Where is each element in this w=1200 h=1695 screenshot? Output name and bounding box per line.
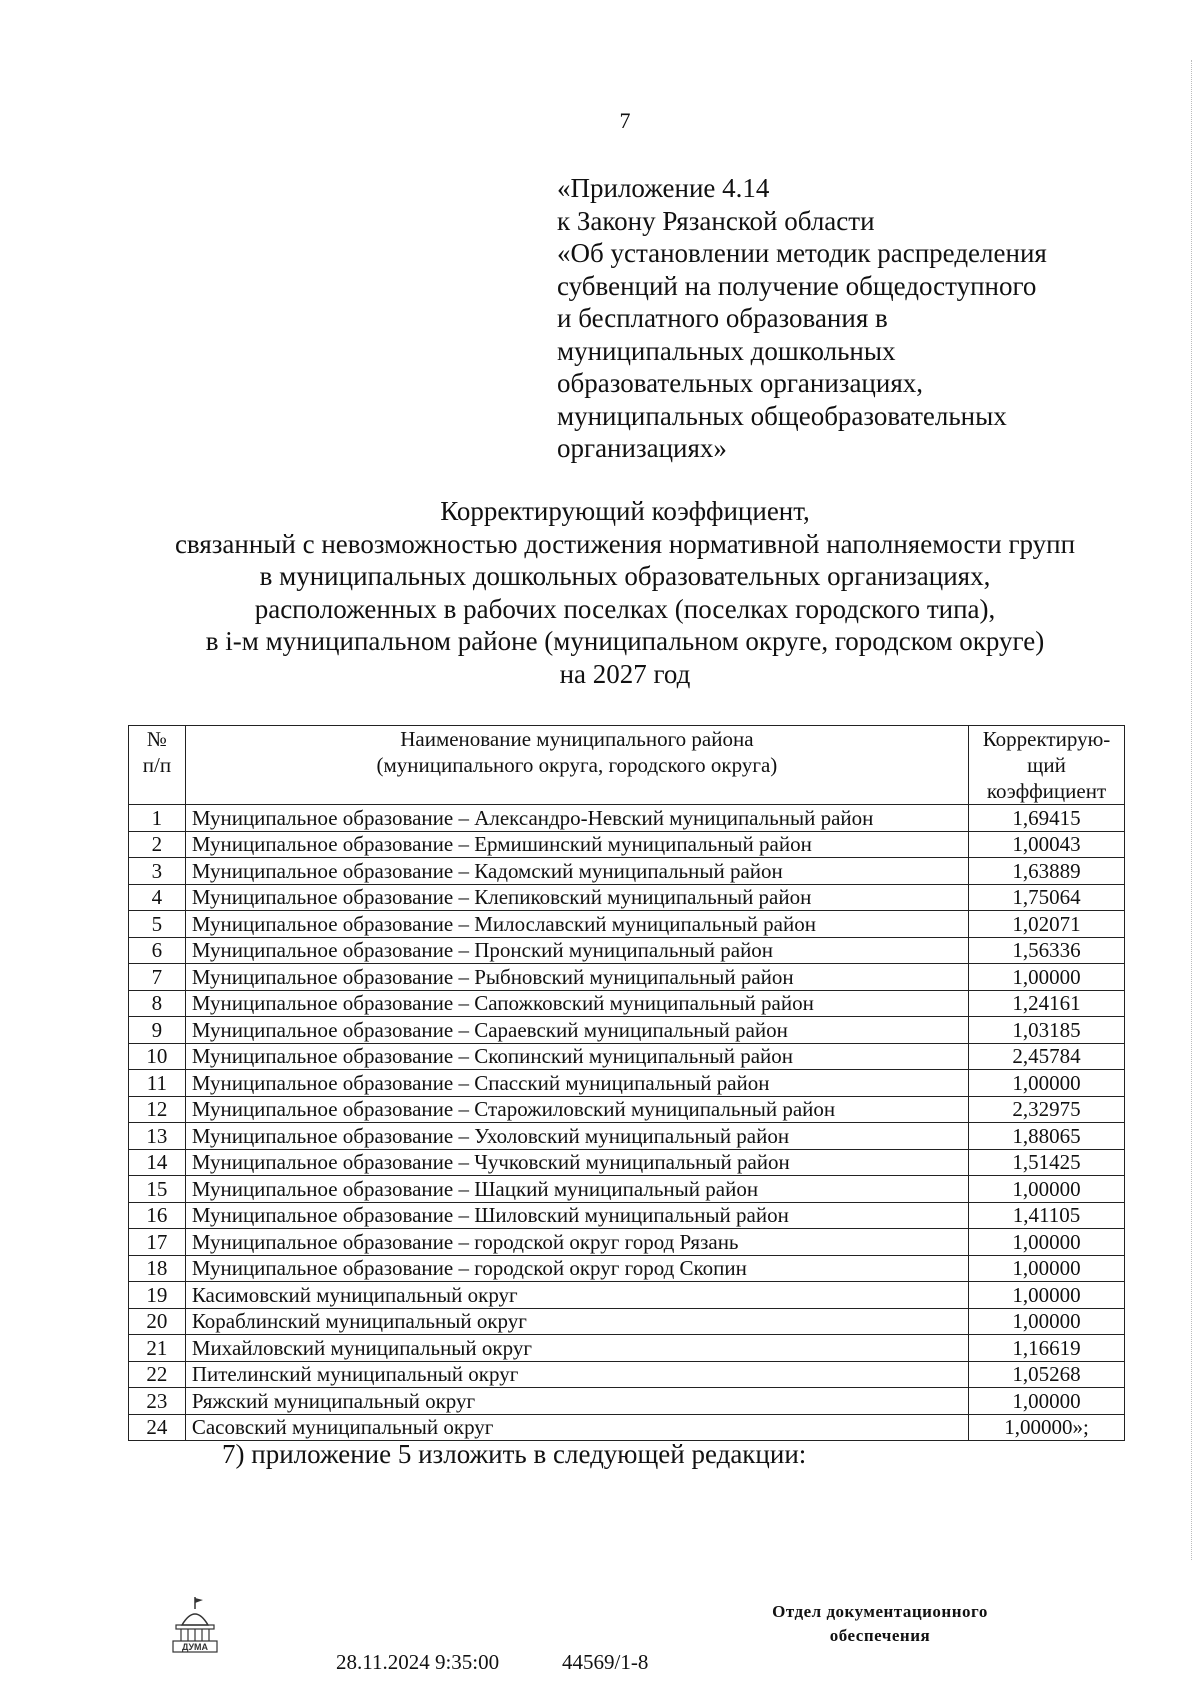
header-number-line: № bbox=[146, 727, 167, 751]
appendix-line: «Об установлении методик распределения bbox=[557, 238, 1047, 268]
row-name: Михайловский муниципальный округ bbox=[185, 1335, 968, 1362]
row-coefficient: 1,63889 bbox=[968, 858, 1124, 885]
row-coefficient: 2,32975 bbox=[968, 1096, 1124, 1123]
row-name: Муниципальное образование – городской округ город Скопин bbox=[185, 1255, 968, 1282]
table-row bbox=[129, 858, 1125, 885]
row-name: Муниципальное образование – Ермишинский муниципальный район bbox=[185, 831, 968, 858]
row-coefficient: 1,56336 bbox=[968, 937, 1124, 964]
registration-number: 44569/1-8 bbox=[562, 1650, 649, 1674]
department-stamp bbox=[735, 1600, 1025, 1648]
row-coefficient: 1,00000 bbox=[968, 1388, 1124, 1415]
row-coefficient: 1,00000 bbox=[968, 1070, 1124, 1097]
row-name: Муниципальное образование – Чучковский муниципальный район bbox=[185, 1149, 968, 1176]
row-number: 5 bbox=[129, 911, 186, 938]
header-number bbox=[129, 726, 186, 805]
row-name: Муниципальное образование – городской округ город Рязань bbox=[185, 1229, 968, 1256]
row-coefficient: 1,00000 bbox=[968, 1308, 1124, 1335]
header-name-line: (муниципального округа, городского округа) bbox=[376, 753, 778, 777]
appendix-line: организациях» bbox=[557, 433, 727, 463]
row-coefficient: 1,00043 bbox=[968, 831, 1124, 858]
title-line: расположенных в рабочих поселках (поселках городского типа), bbox=[254, 593, 996, 624]
table-row bbox=[129, 1335, 1125, 1362]
table-row bbox=[129, 1255, 1125, 1282]
row-number: 9 bbox=[129, 1017, 186, 1044]
row-name: Кораблинский муниципальный округ bbox=[185, 1308, 968, 1335]
row-coefficient: 1,24161 bbox=[968, 990, 1124, 1017]
table-row bbox=[129, 1202, 1125, 1229]
table-row bbox=[129, 1017, 1125, 1044]
row-number: 11 bbox=[129, 1070, 186, 1097]
row-number: 18 bbox=[129, 1255, 186, 1282]
row-name: Муниципальное образование – Спасский муниципальный район bbox=[185, 1070, 968, 1097]
row-name: Муниципальное образование – Кадомский муниципальный район bbox=[185, 858, 968, 885]
header-name bbox=[185, 726, 968, 805]
department-line: обеспечения bbox=[829, 1626, 931, 1645]
table-row bbox=[129, 1176, 1125, 1203]
row-name: Муниципальное образование – Клепиковский муниципальный район bbox=[185, 884, 968, 911]
table-row bbox=[129, 1043, 1125, 1070]
row-name: Муниципальное образование – Рыбновский муниципальный район bbox=[185, 964, 968, 991]
row-name: Ряжский муниципальный округ bbox=[185, 1388, 968, 1415]
row-name: Муниципальное образование – Александро-Невский муниципальный район bbox=[185, 805, 968, 832]
amendment-instruction: 7) приложение 5 изложить в следующей редакции: bbox=[222, 1439, 807, 1469]
header-coefficient bbox=[968, 726, 1124, 805]
row-number: 16 bbox=[129, 1202, 186, 1229]
appendix-line: муниципальных общеобразовательных bbox=[557, 400, 1007, 431]
table-row bbox=[129, 1388, 1125, 1415]
appendix-line: субвенций на получение общедоступного bbox=[557, 270, 1037, 301]
table-row bbox=[129, 1229, 1125, 1256]
row-number: 22 bbox=[129, 1361, 186, 1388]
title-line: связанный с невозможностью достижения нормативной наполняемости групп bbox=[174, 528, 1076, 559]
row-name: Муниципальное образование – Скопинский муниципальный район bbox=[185, 1043, 968, 1070]
row-coefficient: 1,75064 bbox=[968, 884, 1124, 911]
row-name: Муниципальное образование – Шацкий муниципальный район bbox=[185, 1176, 968, 1203]
appendix-line: и бесплатного образования в bbox=[557, 303, 888, 333]
row-name: Пителинский муниципальный округ bbox=[185, 1361, 968, 1388]
row-coefficient: 1,41105 bbox=[968, 1202, 1124, 1229]
row-number: 20 bbox=[129, 1308, 186, 1335]
row-coefficient: 1,00000 bbox=[968, 1229, 1124, 1256]
row-name: Муниципальное образование – Сараевский муниципальный район bbox=[185, 1017, 968, 1044]
row-coefficient: 1,05268 bbox=[968, 1361, 1124, 1388]
appendix-line: образовательных организациях, bbox=[557, 368, 923, 398]
document-title bbox=[120, 495, 1130, 690]
department-line: Отдел документационного bbox=[772, 1602, 988, 1621]
table-row bbox=[129, 1361, 1125, 1388]
row-name: Касимовский муниципальный округ bbox=[185, 1282, 968, 1309]
row-number: 2 bbox=[129, 831, 186, 858]
table-body bbox=[129, 805, 1125, 1441]
row-coefficient: 1,16619 bbox=[968, 1335, 1124, 1362]
row-coefficient: 1,00000 bbox=[968, 1282, 1124, 1309]
row-coefficient: 1,00000»; bbox=[968, 1414, 1124, 1441]
row-name: Муниципальное образование – Пронский муниципальный район bbox=[185, 937, 968, 964]
row-coefficient: 2,45784 bbox=[968, 1043, 1124, 1070]
row-name: Муниципальное образование – Шиловский муниципальный район bbox=[185, 1202, 968, 1229]
row-number: 12 bbox=[129, 1096, 186, 1123]
row-number: 7 bbox=[129, 964, 186, 991]
table-row bbox=[129, 1308, 1125, 1335]
row-number: 4 bbox=[129, 884, 186, 911]
title-line: на 2027 год bbox=[559, 658, 691, 689]
row-number: 13 bbox=[129, 1123, 186, 1150]
row-number: 21 bbox=[129, 1335, 186, 1362]
header-coefficient-line: коэффициент bbox=[986, 779, 1107, 803]
table-header-row bbox=[129, 726, 1125, 805]
row-coefficient: 1,00000 bbox=[968, 1176, 1124, 1203]
row-coefficient: 1,00000 bbox=[968, 964, 1124, 991]
table-row bbox=[129, 990, 1125, 1017]
duma-emblem-icon bbox=[168, 1595, 222, 1655]
emblem-label: ДУМА bbox=[181, 1642, 209, 1652]
coefficient-table bbox=[128, 725, 1125, 1441]
appendix-reference bbox=[557, 172, 1117, 465]
appendix-line: «Приложение 4.14 bbox=[557, 173, 770, 203]
row-name: Сасовский муниципальный округ bbox=[185, 1414, 968, 1441]
row-number: 10 bbox=[129, 1043, 186, 1070]
table-row bbox=[129, 805, 1125, 832]
registration-date: 28.11.2024 9:35:00 bbox=[336, 1650, 500, 1674]
table-row bbox=[129, 1282, 1125, 1309]
table-row bbox=[129, 911, 1125, 938]
row-number: 23 bbox=[129, 1388, 186, 1415]
row-number: 15 bbox=[129, 1176, 186, 1203]
table-row bbox=[129, 1123, 1125, 1150]
header-number-line: п/п bbox=[142, 753, 172, 777]
header-coefficient-line: Корректирую- bbox=[982, 727, 1111, 751]
row-coefficient: 1,88065 bbox=[968, 1123, 1124, 1150]
table-row bbox=[129, 1070, 1125, 1097]
row-coefficient: 1,00000 bbox=[968, 1255, 1124, 1282]
table-row bbox=[129, 1414, 1125, 1441]
table-row bbox=[129, 1096, 1125, 1123]
row-coefficient: 1,03185 bbox=[968, 1017, 1124, 1044]
row-coefficient: 1,69415 bbox=[968, 805, 1124, 832]
table-row bbox=[129, 937, 1125, 964]
title-line: Корректирующий коэффициент, bbox=[440, 496, 810, 526]
row-name: Муниципальное образование – Милославский муниципальный район bbox=[185, 911, 968, 938]
row-number: 17 bbox=[129, 1229, 186, 1256]
table-row bbox=[129, 831, 1125, 858]
title-line: в i-м муниципальном районе (муниципальном округе, городском округе) bbox=[205, 626, 1045, 656]
page-number: 7 bbox=[619, 108, 631, 133]
row-number: 24 bbox=[129, 1414, 186, 1441]
row-name: Муниципальное образование – Ухоловский муниципальный район bbox=[185, 1123, 968, 1150]
table-row bbox=[129, 1149, 1125, 1176]
title-line: в муниципальных дошкольных образовательных организациях, bbox=[259, 561, 991, 591]
row-name: Муниципальное образование – Старожиловский муниципальный район bbox=[185, 1096, 968, 1123]
table-row bbox=[129, 884, 1125, 911]
header-name-line: Наименование муниципального района bbox=[400, 727, 754, 751]
row-coefficient: 1,51425 bbox=[968, 1149, 1124, 1176]
table-row bbox=[129, 964, 1125, 991]
header-coefficient-line: щий bbox=[1027, 753, 1066, 777]
appendix-line: к Закону Рязанской области bbox=[557, 205, 875, 236]
row-number: 1 bbox=[129, 805, 186, 832]
row-number: 14 bbox=[129, 1149, 186, 1176]
appendix-line: муниципальных дошкольных bbox=[557, 335, 896, 366]
row-coefficient: 1,02071 bbox=[968, 911, 1124, 938]
row-number: 19 bbox=[129, 1282, 186, 1309]
row-number: 3 bbox=[129, 858, 186, 885]
row-number: 6 bbox=[129, 937, 186, 964]
scan-edge-artifact bbox=[1190, 60, 1192, 1560]
row-name: Муниципальное образование – Сапожковский муниципальный район bbox=[185, 990, 968, 1017]
row-number: 8 bbox=[129, 990, 186, 1017]
